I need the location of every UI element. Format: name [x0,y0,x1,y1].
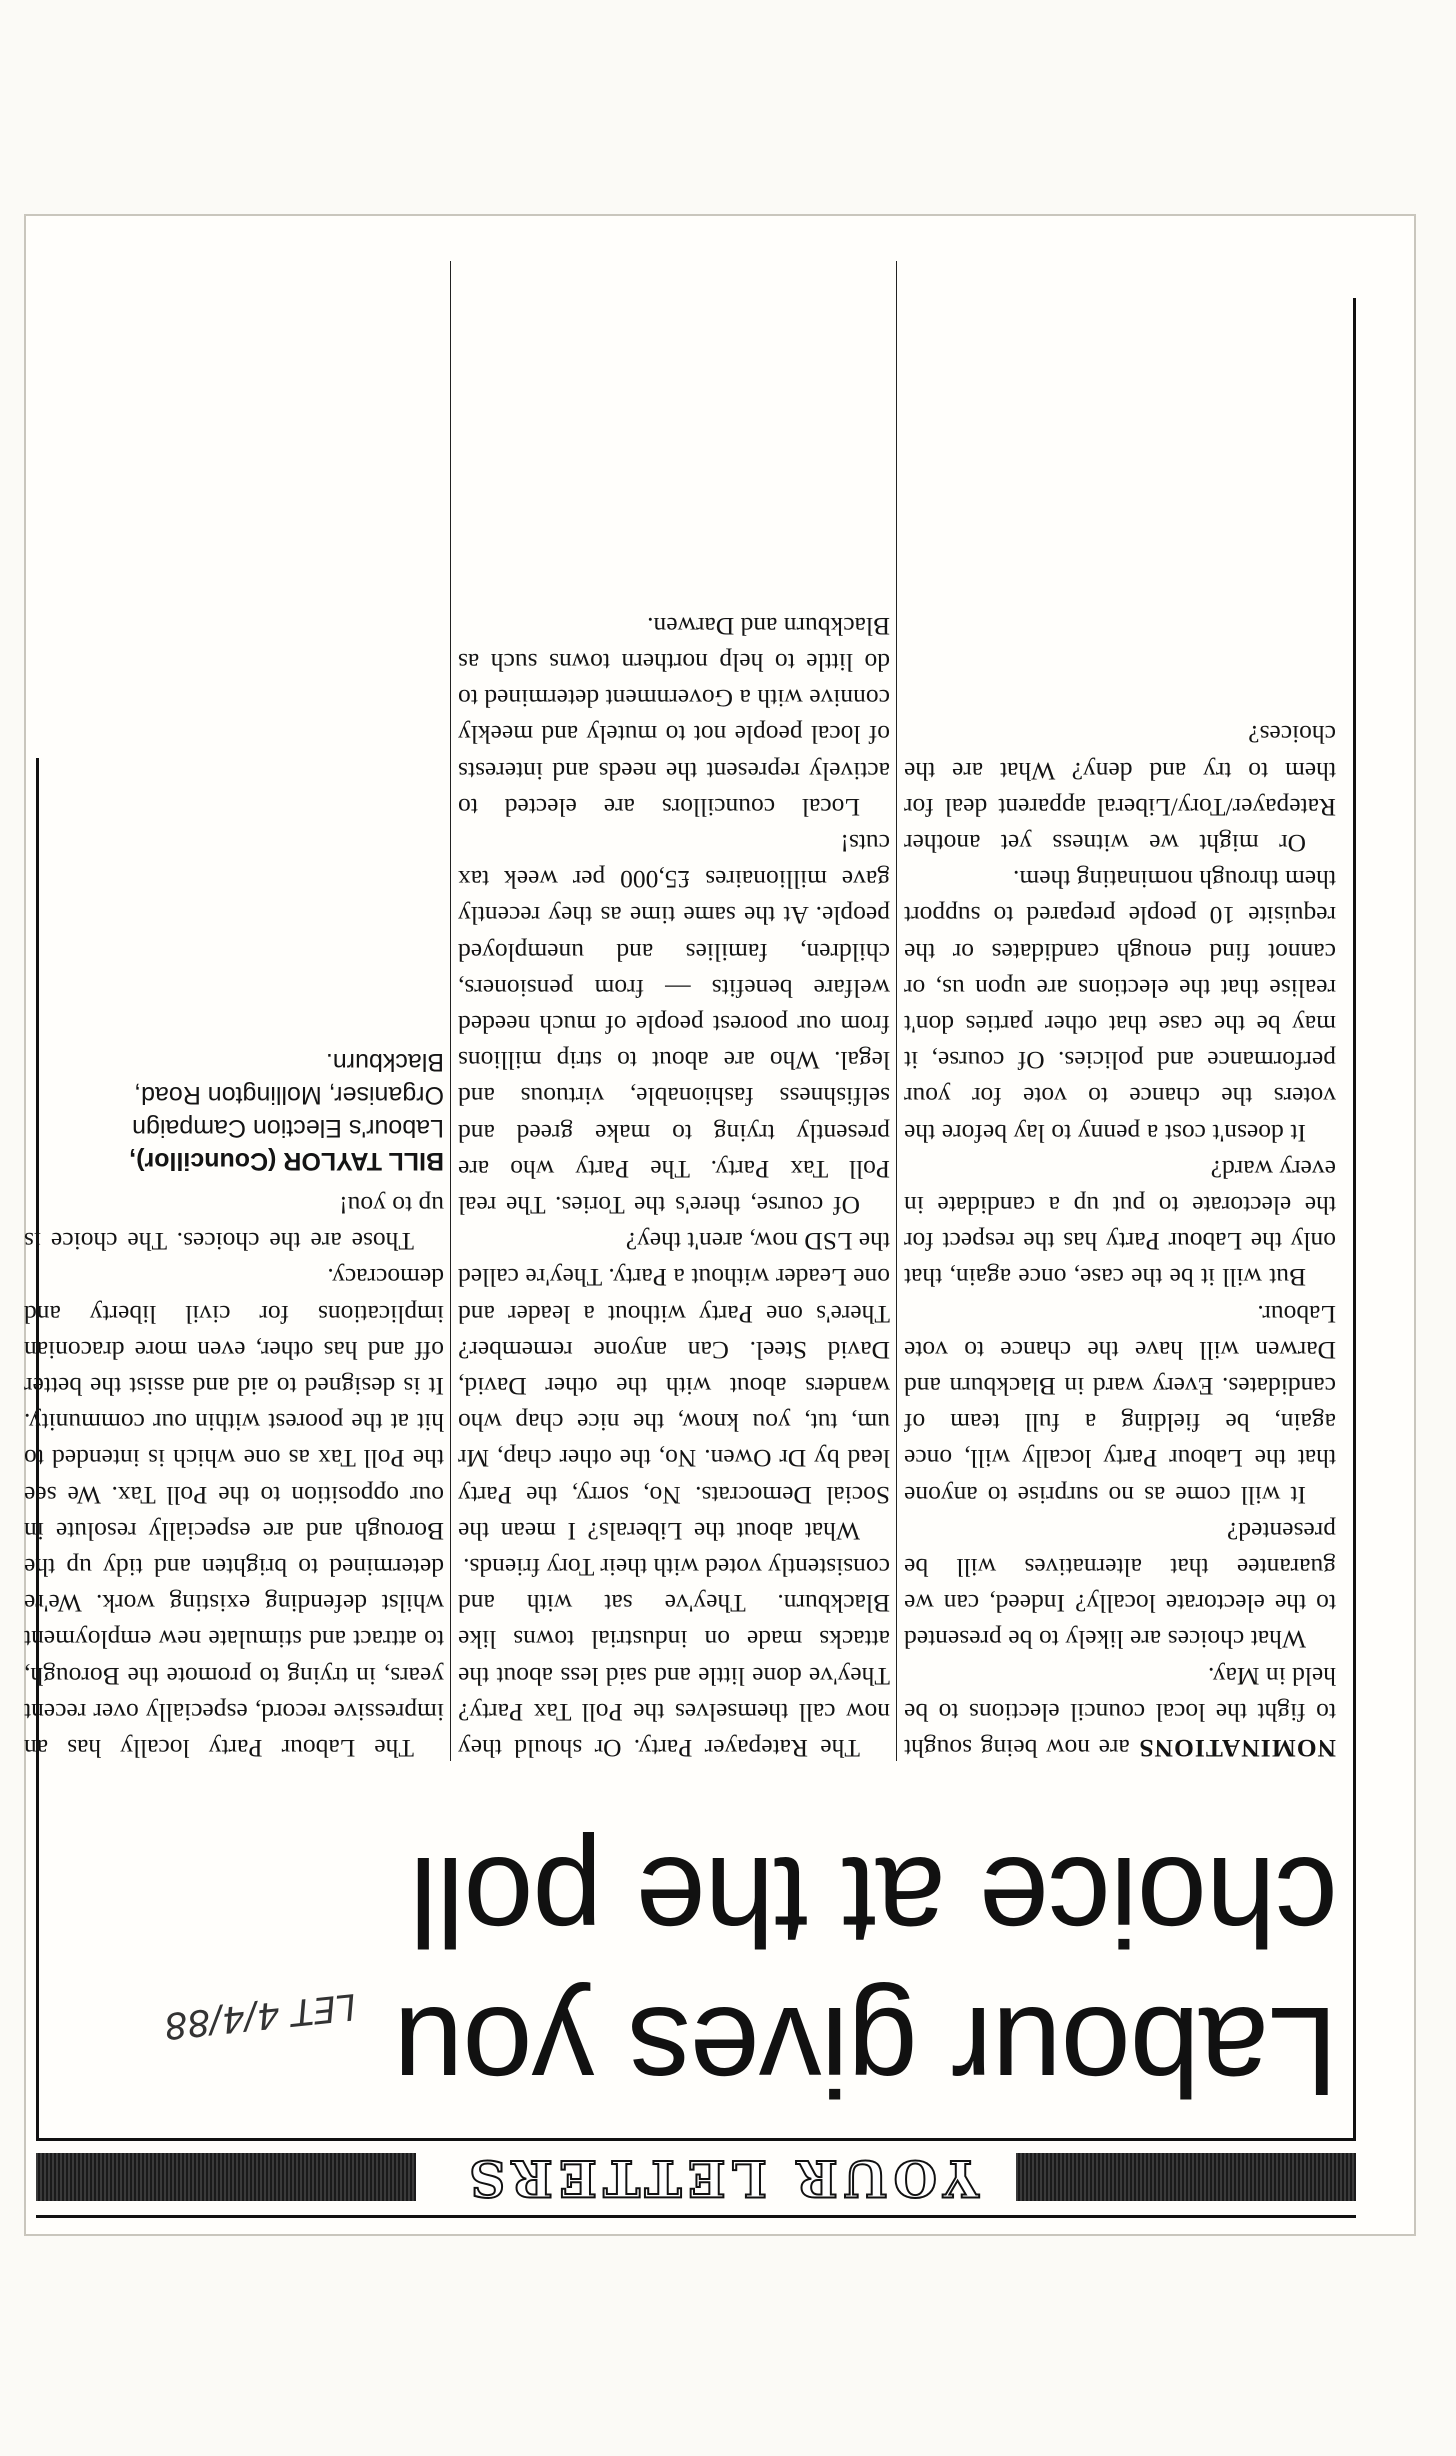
paragraph: Of course, there's the Tories. The real Poll Tax Party. The Party who are presently trying to make greed and selfishness fashionable, virtuous and legal. Who are about to strip millions from our poorest people of much needed welfare benefits — from pensioners, children, families and unemployed people. At the same time as they recently gave millionaires £5,000 per week tax cuts! [458,828,890,1220]
paragraph: The Labour Party locally has an impressive record, especially over recent years, in trying to promote the Borough, to attract and stimulate new employment whilst defending existing work. We're determined to brighten and tidy up the Borough and are especially resolute in our opposition to the Poll Tax. We see the Poll Tax as one which is intended to hit at the poorest within our community. It is designed to aid and assist the better off and has other, even more draconian implications for civil liberty and democracy. [24,1263,444,1763]
paragraph: Local councillors are elected to actively represent the needs and interests of local people not to mutely and meekly connive with a Government determined to do little to help northern towns such as Blackburn and Darwen. [458,611,890,822]
handwritten-date-note: LET 4/4/88 [162,1985,358,2046]
banner-right-bar [36,2153,416,2201]
headline: Labour gives you choice at the poll [394,1831,1338,2122]
paragraph: It doesn't cost a penny to lay before the voters the chance to vote for your performance and policies. Of course, it may be the case that other parties don't realise that the elections are upon us, or cannot find enough candidates or the requisite 10 people prepared to support them through nominating them. [904,865,1336,1148]
column-divider [450,261,451,1761]
article-column-3 [24,1045,444,1766]
paragraph: Those are the choices. The choice is up to you! [24,1190,444,1257]
signature-name: BILL TAYLOR (Councillor), [129,1146,444,1175]
article-column-2 [458,608,890,1767]
paragraph: But will it be the case, once again, that only the Labour Party has the respect for the electorate to put up a candidate in every ward? [904,1154,1336,1293]
article-column-1 [904,716,1336,1766]
lead-word: NOMINATIONS [1138,1734,1336,1763]
column-divider [896,261,897,1761]
paragraph: Or might we witness yet another Ratepayer/Tory/Liberal apparent deal for them to try and deny? What are the choices? [904,720,1336,858]
paragraph: The Ratepayer Party. Or should they now call themselves the Poll Tax Party? They've done little and said less about the attacks made on industrial towns like Blackburn. They've sat with and consistently voted with their Tory friends. [458,1552,890,1763]
section-banner [36,2138,1356,2218]
paragraph: What about the Liberals? I mean the Social Democrats. No, sorry, the Party lead by Dr Owen. No, the other chap, Mr um, tut, you know, the nice chap who wanders about with the other David, David Steel. Can anyone remember? There's one Party without a leader and one Leader without a Party. They're called the LSD now, aren't they? [458,1227,890,1546]
signature-detail: Labour's Election Campaign Organiser, Mollington Road, Blackburn. [132,1047,444,1142]
paragraph: What choices are likely to be presented to the electorate locally? Indeed, can we guarantee that alternatives will be presented? [904,1516,1336,1655]
signature-block [24,1045,444,1177]
banner-label: YOUR LETTERS [463,2149,979,2208]
paragraph: NOMINATIONS are now being sought to fight the local council elections to be held in May. [904,1661,1336,1763]
banner-left-bar [1016,2153,1356,2201]
paragraph: It will come as no surprise to anyone that the Labour Party locally will, once again, be fielding a full team of candidates. Every ward in Blackburn and Darwen will have the chance to vote Labour. [904,1299,1336,1510]
left-border-rule [1353,298,1356,2138]
